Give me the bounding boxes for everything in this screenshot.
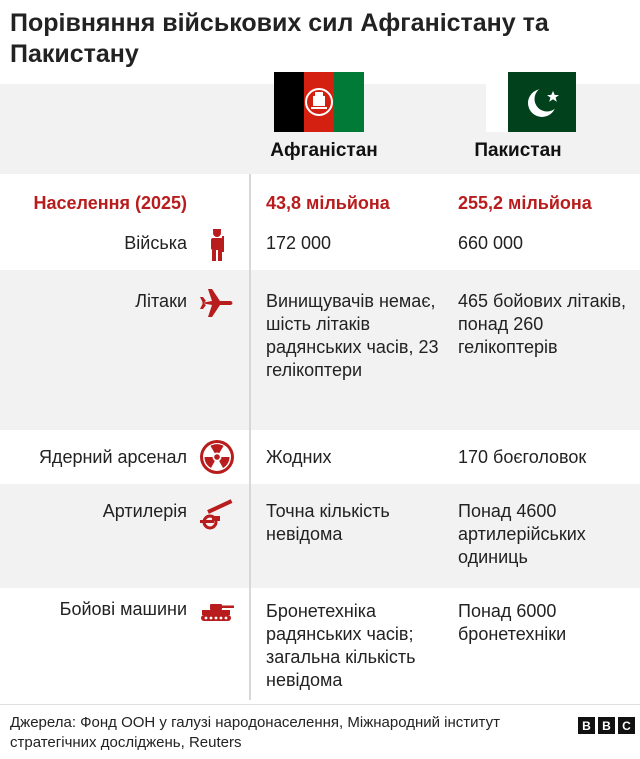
afghanistan-flag-icon	[274, 72, 364, 132]
airplane-icon	[198, 284, 236, 322]
column-divider	[249, 174, 251, 700]
tank-icon	[198, 592, 236, 630]
value-pakistan-population: 255,2 мільйона	[458, 193, 592, 213]
artillery-cannon-icon	[198, 496, 236, 534]
radiation-icon	[198, 438, 236, 476]
value-pakistan-aircraft: 465 бойових літаків, понад 260 гелікоптерів	[458, 291, 627, 357]
value-afghanistan-artillery: Точна кількість невідома	[266, 501, 390, 544]
table-row	[0, 484, 640, 588]
table-row	[0, 270, 640, 430]
row-label-artillery: Артилерія	[102, 501, 187, 521]
bbc-logo-letter: B	[598, 717, 615, 734]
row-label-nuclear: Ядерний арсенал	[38, 447, 187, 467]
row-label-armored-vehicles: Бойові машини	[59, 599, 187, 619]
value-afghanistan-armored-vehicles: Бронетехніка радянських часів; загальна кількість невідома	[266, 601, 416, 690]
value-pakistan-armored-vehicles: Понад 6000 бронетехніки	[458, 601, 567, 644]
bbc-logo	[578, 717, 635, 734]
value-afghanistan-troops: 172 000	[266, 233, 332, 253]
soldier-icon	[198, 226, 236, 264]
value-afghanistan-population: 43,8 мільйона	[266, 193, 390, 213]
footer	[0, 704, 640, 759]
value-pakistan-troops: 660 000	[458, 233, 524, 253]
value-afghanistan-aircraft: Винищувачів немає, шість літаків радянських часів, 23 гелікоптери	[266, 291, 439, 380]
column-header-pakistan: Пакистан	[474, 140, 562, 161]
source-note: Джерела: Фонд ООН у галузі народонаселення, Міжнародний інститут стратегічних досліджень, Reuters	[10, 714, 500, 751]
bbc-logo-letter: C	[618, 717, 635, 734]
table-row	[0, 430, 640, 484]
bbc-logo-letter: B	[578, 717, 595, 734]
value-afghanistan-nuclear: Жодних	[266, 447, 332, 467]
table-row	[0, 186, 640, 220]
pakistan-flag-icon	[486, 72, 576, 132]
value-pakistan-nuclear: 170 боєголовок	[458, 447, 587, 467]
page-title: Порівняння військових сил Афганістану та Пакистану	[10, 9, 549, 68]
value-pakistan-artillery: Понад 4600 артилерійських одиниць	[458, 501, 586, 567]
table-row	[0, 220, 640, 270]
row-label-aircraft: Літаки	[135, 291, 187, 311]
table-row	[0, 588, 640, 702]
column-header-afghanistan: Афганістан	[270, 140, 378, 161]
row-label-troops: Війська	[124, 233, 187, 253]
row-label-population: Населення (2025)	[33, 193, 187, 213]
